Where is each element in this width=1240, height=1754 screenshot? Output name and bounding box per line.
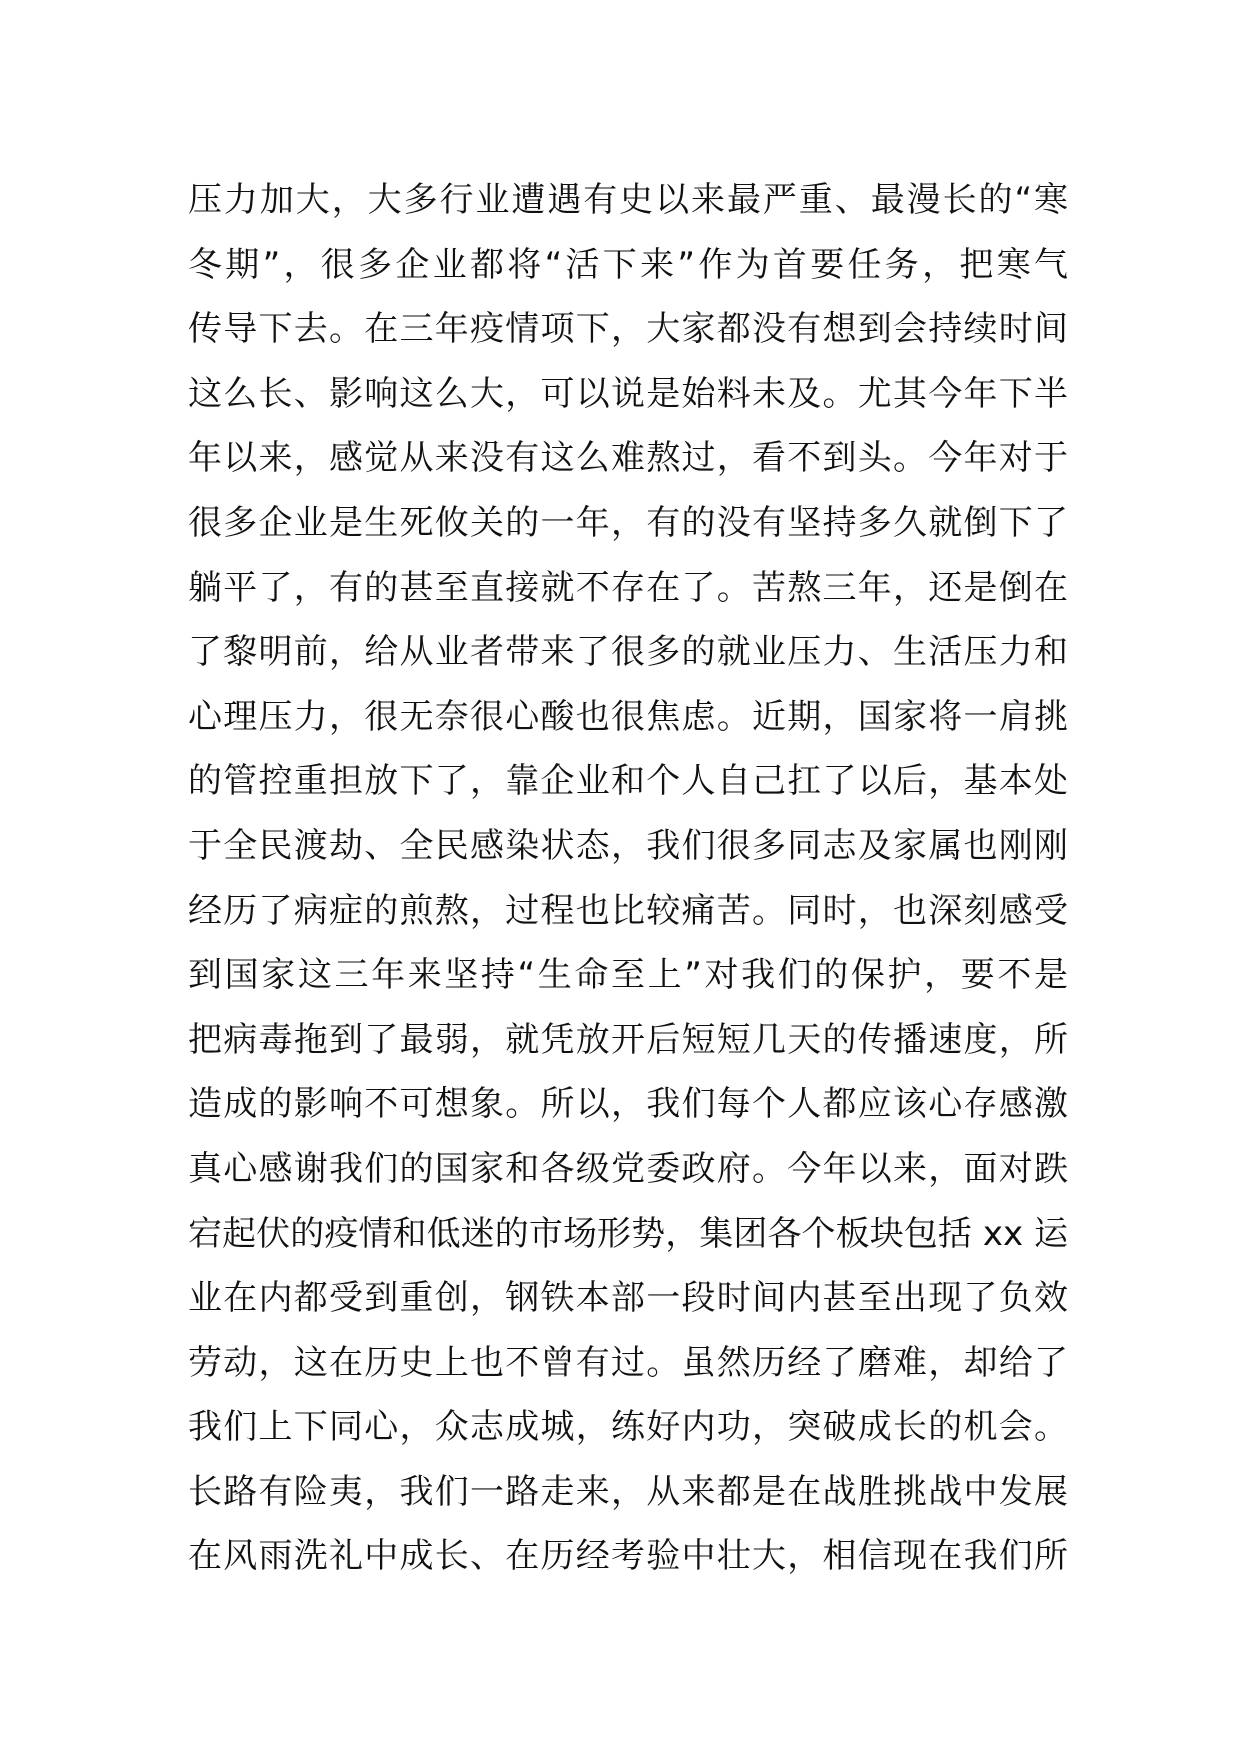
text-line: 我们上下同心，众志成城，练好内功，突破成长的机会。 [188,1407,1068,1448]
text-line: 这么长、影响这么大，可以说是始料未及。尤其今年下半 [188,373,1068,414]
text-line: 的管控重担放下了，靠企业和个人自己扛了以后，基本处 [188,761,1068,802]
text-line: 很多企业是生死攸关的一年，有的没有坚持多久就倒下了 [188,502,1068,543]
text-line: 劳动，这在历史上也不曾有过。虽然历经了磨难，却给了 [188,1342,1068,1383]
text-line: 心理压力，很无奈很心酸也很焦虑。近期，国家将一肩挑 [188,696,1068,737]
text-line: 经历了病症的煎熬，过程也比较痛苦。同时，也深刻感受 [188,890,1068,931]
text-line: 了黎明前，给从业者带来了很多的就业压力、生活压力和 [188,632,1068,673]
text-line: 业在内都受到重创，钢铁本部一段时间内甚至出现了负效 [188,1278,1068,1319]
text-line: 到国家这三年来坚持“生命至上”对我们的保护，要不是 [188,955,1068,996]
text-line: 长路有险夷，我们一路走来，从来都是在战胜挑战中发展 [188,1471,1068,1512]
text-line: 真心感谢我们的国家和各级党委政府。今年以来，面对跌 [188,1148,1068,1189]
text-line: 造成的影响不可想象。所以，我们每个人都应该心存感激 [188,1084,1068,1125]
text-line: 传导下去。在三年疫情项下，大家都没有想到会持续时间 [188,309,1068,350]
body-text [188,168,1068,1589]
text-line: 压力加大，大多行业遭遇有史以来最严重、最漫长的“寒 [188,180,1068,220]
text-line: 躺平了，有的甚至直接就不存在了。苦熬三年，还是倒在 [188,567,1068,608]
text-line: 把病毒拖到了最弱，就凭放开后短短几天的传播速度，所 [188,1019,1068,1060]
text-line: 宕起伏的疫情和低迷的市场形势，集团各个板块包括 xx 运 [188,1213,1068,1254]
text-line: 冬期”，很多企业都将“活下来”作为首要任务，把寒气 [188,244,1068,285]
text-line: 于全民渡劫、全民感染状态，我们很多同志及家属也刚刚 [188,825,1068,866]
text-line: 年以来，感觉从来没有这么难熬过，看不到头。今年对于 [188,438,1068,479]
text-line: 在风雨洗礼中成长、在历经考验中壮大，相信现在我们所 [188,1536,1068,1577]
